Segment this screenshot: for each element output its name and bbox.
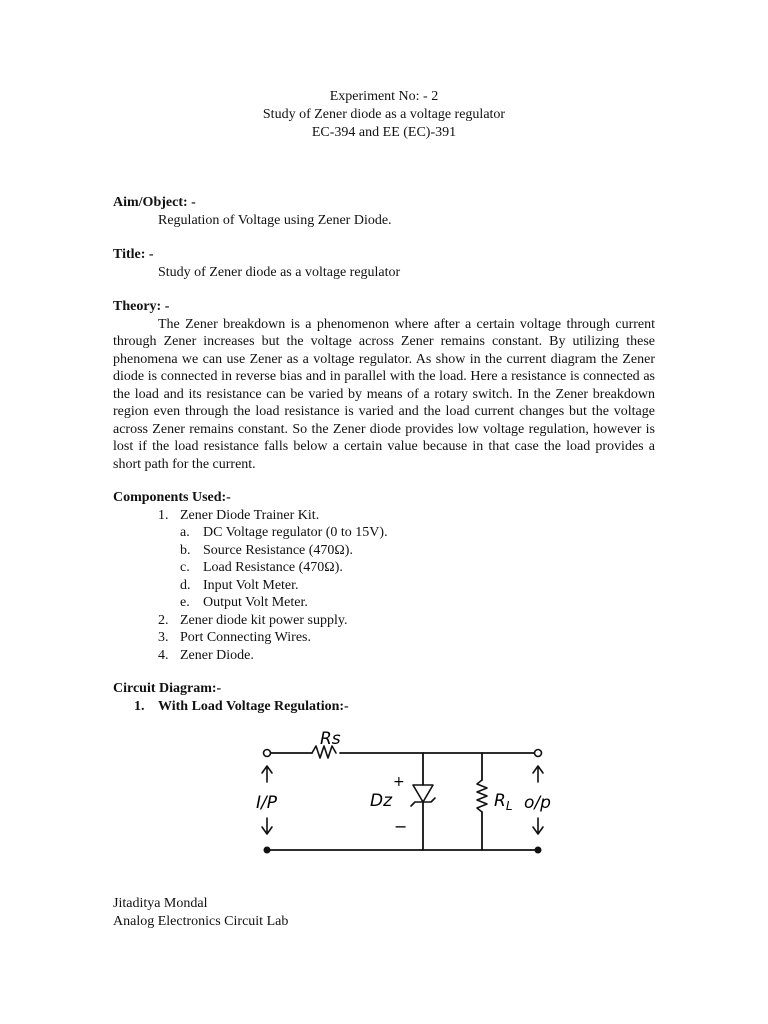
input-down-arrow-icon bbox=[262, 818, 272, 834]
aim-section bbox=[113, 194, 655, 229]
dz-label: Dz bbox=[370, 791, 393, 811]
rl-subscript: L bbox=[505, 799, 513, 813]
list-number: 2. bbox=[158, 612, 169, 628]
list-text: Zener Diode Trainer Kit. bbox=[180, 507, 320, 523]
theory-heading: Theory: - bbox=[113, 299, 170, 314]
list-item bbox=[113, 612, 655, 630]
list-letter: b. bbox=[180, 542, 191, 558]
list-text: Source Resistance (470Ω). bbox=[203, 542, 353, 558]
experiment-title: Study of Zener diode as a voltage regulator bbox=[262, 107, 506, 122]
sub-list bbox=[113, 524, 655, 612]
experiment-number: Experiment No: - 2 bbox=[329, 89, 439, 104]
lab-name: Analog Electronics Circuit Lab bbox=[113, 913, 289, 929]
circuit-section bbox=[113, 680, 655, 715]
list-letter: d. bbox=[180, 577, 191, 593]
aim-heading: Aim/Object: - bbox=[113, 195, 196, 210]
list-text: DC Voltage regulator (0 to 15V). bbox=[203, 525, 388, 540]
zener-minus-label: − bbox=[394, 817, 408, 836]
list-item bbox=[113, 542, 655, 560]
output-terminal-bottom bbox=[535, 847, 542, 854]
list-number: 3. bbox=[158, 630, 169, 645]
title-text: Study of Zener diode as a voltage regulator bbox=[158, 264, 401, 280]
rs-label: Rs bbox=[320, 729, 341, 749]
list-item bbox=[113, 594, 655, 612]
list-item bbox=[113, 647, 655, 665]
list-letter: a. bbox=[180, 525, 190, 540]
list-text: Zener Diode. bbox=[180, 647, 254, 663]
list-item bbox=[113, 524, 655, 542]
output-down-arrow-icon bbox=[533, 818, 543, 834]
sub-number: 1. bbox=[134, 698, 145, 714]
list-letter: e. bbox=[180, 595, 190, 610]
output-label: o/p bbox=[524, 793, 551, 813]
zener-plus-label: + bbox=[393, 774, 405, 790]
list-text: Input Volt Meter. bbox=[203, 577, 299, 593]
components-heading: Components Used:- bbox=[113, 490, 231, 505]
course-codes: EC-394 and EE (EC)-391 bbox=[311, 125, 457, 140]
zener-diode-icon bbox=[413, 785, 433, 802]
output-terminal-top bbox=[535, 750, 542, 757]
components-list bbox=[113, 507, 655, 665]
circuit-heading: Circuit Diagram:- bbox=[113, 681, 222, 696]
theory-paragraph: The Zener breakdown is a phenomenon where after a certain voltage through current through Zener increases but the voltage across Zener remains constant. By utilizing these phenomena we can use Zener as a voltage regulator. As show in the current diagram the Zener diode is connected in reverse bias and in parallel with the load. Here a resistance is connected as the load and its resistance can be varied by means of a rotary switch. In the Zener breakdown region even through the load resistance is varied and the load current changes but the voltage across Zener remains constant. So the Zener diode provides low voltage regulation, however is lost if the load resistance falls below a certain value because in that case the load provides a short path for the current. bbox=[113, 316, 655, 472]
components-section bbox=[113, 489, 655, 664]
rl-label bbox=[494, 791, 513, 813]
list-letter: c. bbox=[180, 560, 190, 575]
circuit-diagram bbox=[250, 720, 560, 870]
input-terminal-bottom bbox=[264, 847, 271, 854]
author-name: Jitaditya Mondal bbox=[113, 896, 208, 911]
document-header bbox=[0, 88, 768, 142]
theory-section bbox=[113, 298, 655, 473]
list-number: 1. bbox=[158, 507, 169, 523]
list-item bbox=[113, 629, 655, 647]
input-terminal-top bbox=[264, 750, 271, 757]
footer bbox=[113, 895, 655, 930]
rl-letter: R bbox=[494, 791, 506, 811]
title-heading: Title: - bbox=[113, 247, 154, 262]
input-up-arrow-icon bbox=[262, 766, 272, 782]
title-section bbox=[113, 246, 655, 281]
list-item bbox=[113, 577, 655, 595]
load-resistor-icon bbox=[477, 780, 487, 812]
input-label: I/P bbox=[256, 793, 277, 813]
list-number: 4. bbox=[158, 647, 169, 663]
list-text: Output Volt Meter. bbox=[203, 595, 308, 610]
list-item bbox=[113, 507, 655, 612]
list-text: Load Resistance (470Ω). bbox=[203, 560, 343, 575]
list-text: Port Connecting Wires. bbox=[180, 630, 311, 645]
circuit-subheading bbox=[113, 698, 655, 716]
sub-label: With Load Voltage Regulation:- bbox=[158, 698, 349, 714]
list-item bbox=[113, 559, 655, 577]
aim-text: Regulation of Voltage using Zener Diode. bbox=[158, 212, 392, 228]
list-text: Zener diode kit power supply. bbox=[180, 612, 348, 628]
output-up-arrow-icon bbox=[533, 766, 543, 782]
